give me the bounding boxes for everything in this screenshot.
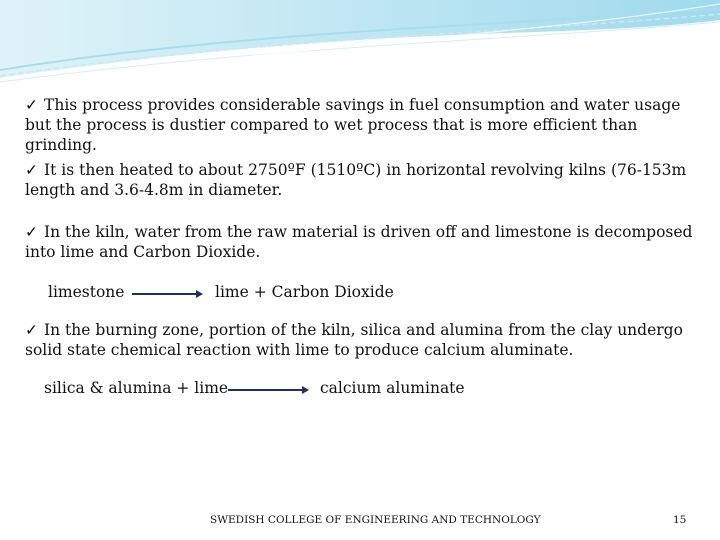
header-swoosh-decoration (0, 0, 720, 90)
checkmark-icon: ✓ (25, 223, 38, 241)
reaction-2-product: calcium aluminate (320, 379, 465, 397)
reaction-arrow-icon (228, 384, 310, 396)
checkmark-icon: ✓ (25, 161, 38, 179)
page-number: 15 (673, 514, 687, 526)
bullet-text: In the burning zone, portion of the kiln, silica and alumina from the clay undergo solid state chemical reaction with lime to produce calcium aluminate. (25, 321, 683, 359)
bullet-text: It is then heated to about 2750ºF (1510ºC) in horizontal revolving kilns (76-153m length and 3.6-4.8m in diameter. (25, 161, 687, 199)
reaction-2-reactant: silica & alumina + lime (44, 379, 229, 397)
checkmark-icon: ✓ (25, 96, 38, 114)
bullet-paragraph-3 (25, 222, 705, 262)
footer-institution: SWEDISH COLLEGE OF ENGINEERING AND TECHNOLOGY (210, 514, 541, 526)
bullet-paragraph-1 (25, 95, 705, 155)
reaction-1-product: lime + Carbon Dioxide (215, 283, 394, 301)
reaction-1-reactant: limestone (48, 283, 125, 301)
checkmark-icon: ✓ (25, 321, 38, 339)
bullet-paragraph-2 (25, 160, 705, 200)
bullet-paragraph-4 (25, 320, 705, 360)
bullet-text: This process provides considerable savings in fuel consumption and water usage but the process is dustier compared to wet process that is more efficient than grinding. (25, 96, 681, 154)
bullet-text: In the kiln, water from the raw material is driven off and limestone is decomposed into lime and Carbon Dioxide. (25, 223, 693, 261)
reaction-arrow-icon (132, 288, 204, 300)
